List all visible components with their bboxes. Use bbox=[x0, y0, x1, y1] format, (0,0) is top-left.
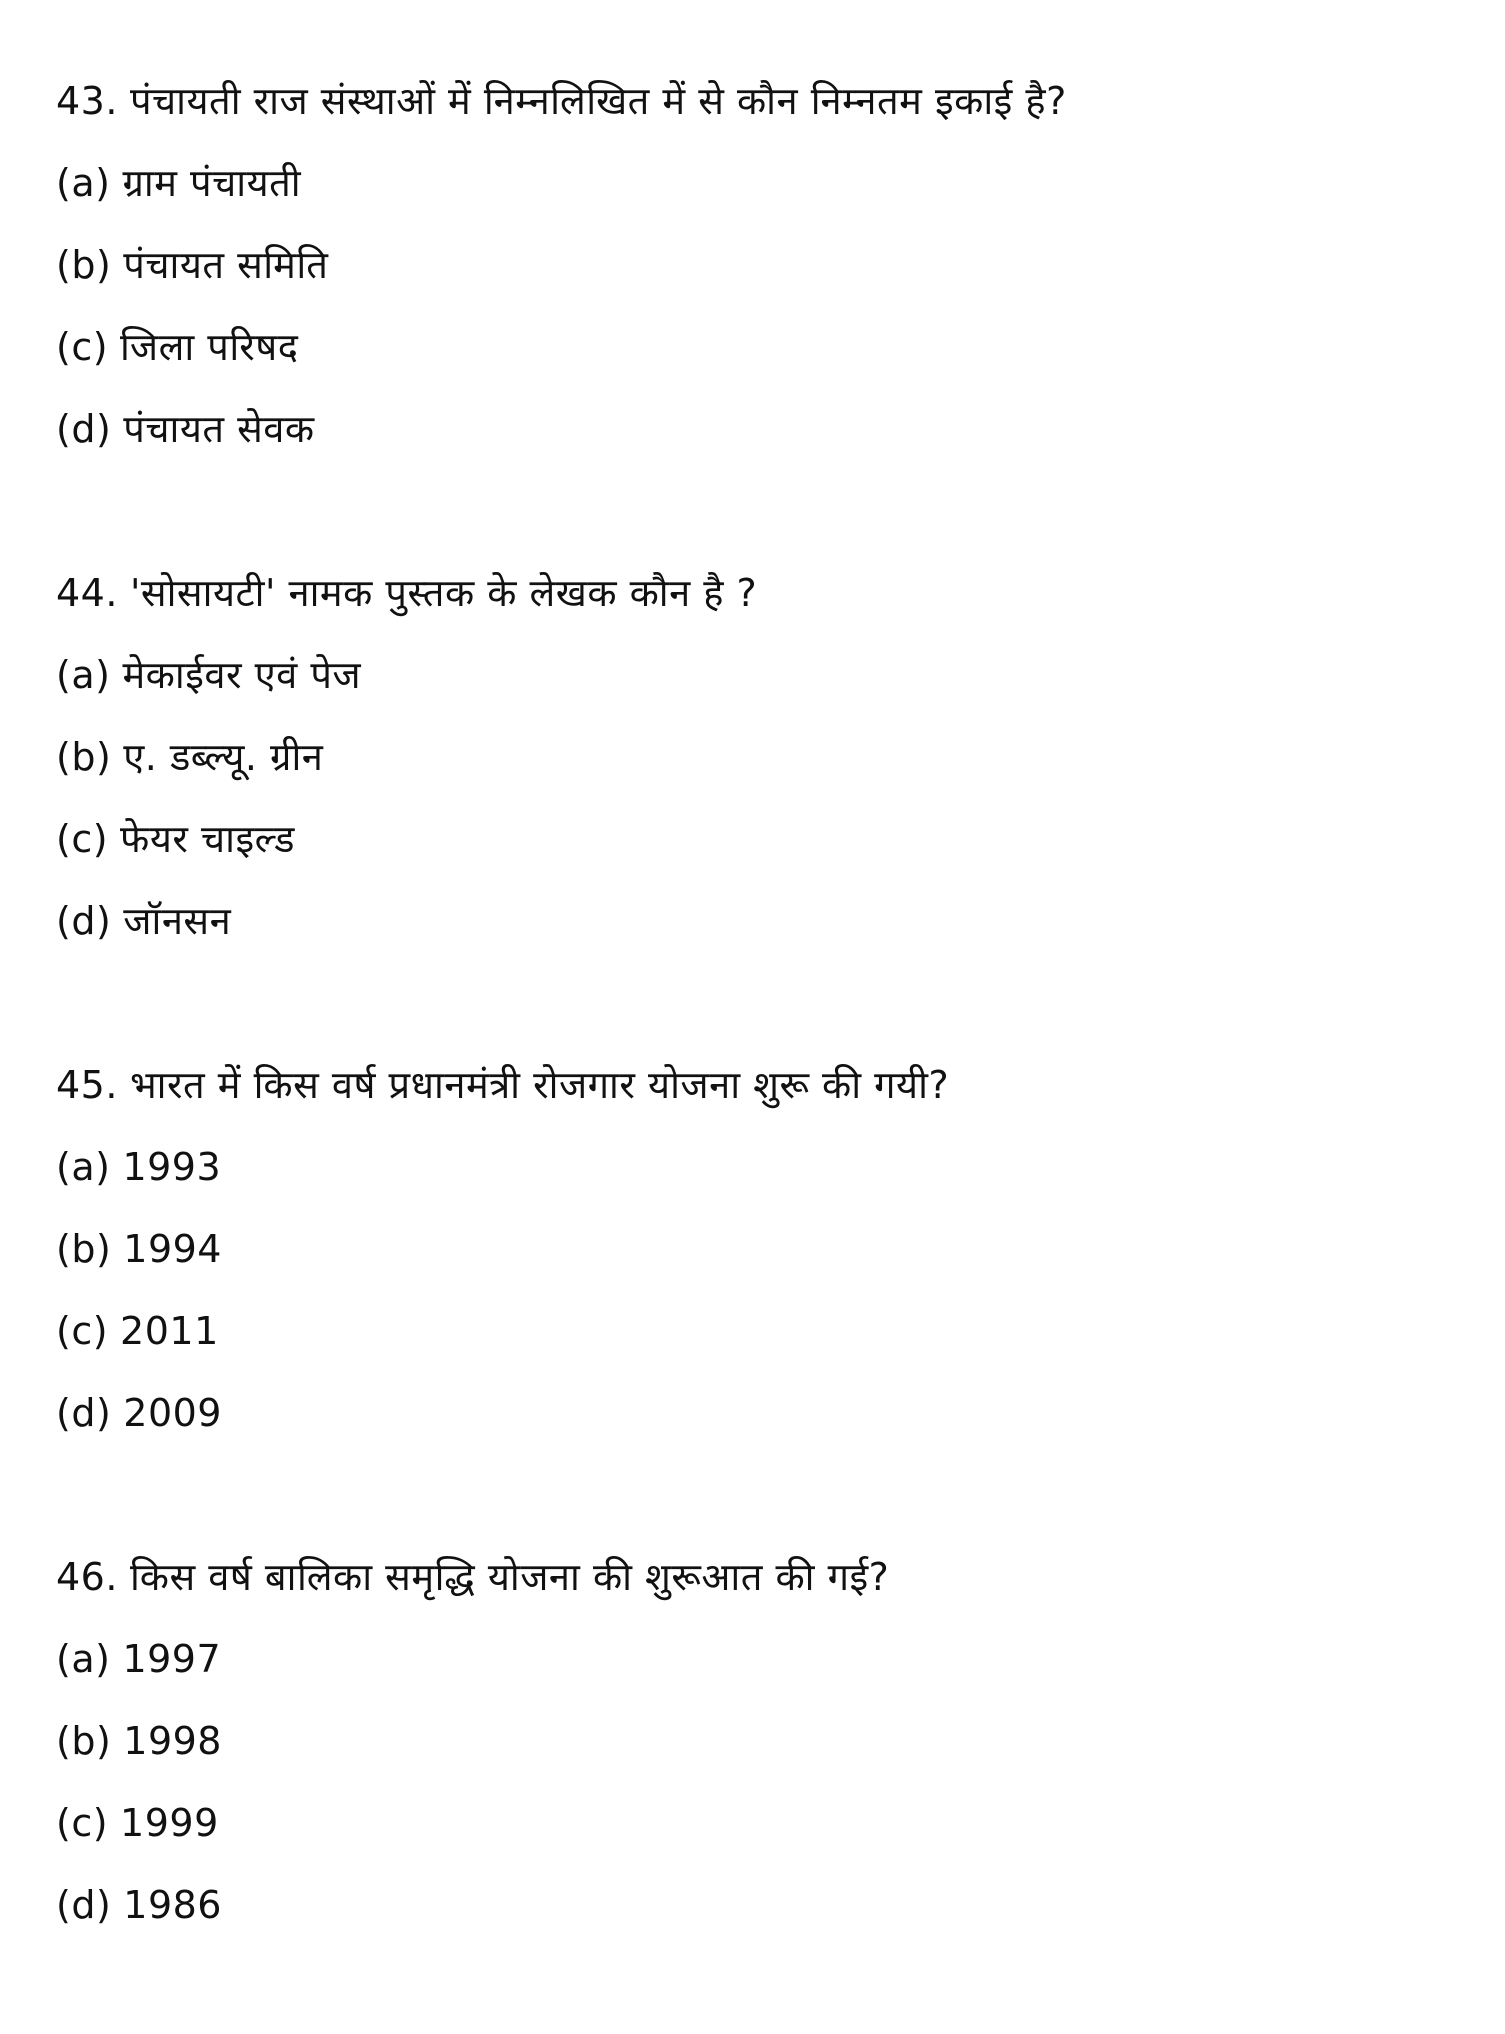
question-text: भारत में किस वर्ष प्रधानमंत्री रोजगार योजना शुरू की गयी? bbox=[129, 1063, 950, 1107]
option-text: 2009 bbox=[123, 1391, 222, 1435]
question-46 bbox=[56, 1536, 1456, 1946]
option-c bbox=[56, 798, 1456, 880]
question-page bbox=[56, 60, 1456, 1946]
option-text: जिला परिषद bbox=[120, 325, 299, 369]
option-label: (c) bbox=[56, 817, 109, 861]
option-label: (d) bbox=[56, 899, 112, 943]
option-d bbox=[56, 1864, 1456, 1946]
option-label: (b) bbox=[56, 1719, 112, 1763]
option-label: (a) bbox=[56, 1637, 111, 1681]
question-44 bbox=[56, 552, 1456, 962]
question-line bbox=[56, 552, 1456, 634]
question-number: 46. bbox=[56, 1555, 118, 1599]
option-b bbox=[56, 224, 1456, 306]
option-label: (d) bbox=[56, 407, 112, 451]
option-label: (b) bbox=[56, 243, 112, 287]
option-label: (d) bbox=[56, 1883, 112, 1927]
option-text: ए. डब्ल्यू. ग्रीन bbox=[123, 735, 324, 779]
question-number: 45. bbox=[56, 1063, 118, 1107]
option-text: पंचायत समिति bbox=[123, 243, 329, 287]
option-text: ग्राम पंचायती bbox=[122, 161, 302, 205]
question-text: पंचायती राज संस्थाओं में निम्नलिखित में से कौन निम्नतम इकाई है? bbox=[129, 79, 1067, 123]
option-c bbox=[56, 1782, 1456, 1864]
option-a bbox=[56, 634, 1456, 716]
option-text: 1994 bbox=[123, 1227, 222, 1271]
option-c bbox=[56, 306, 1456, 388]
option-text: 1998 bbox=[123, 1719, 222, 1763]
option-d bbox=[56, 388, 1456, 470]
option-b bbox=[56, 716, 1456, 798]
option-text: 2011 bbox=[120, 1309, 219, 1353]
option-text: जॉनसन bbox=[123, 899, 232, 943]
option-label: (a) bbox=[56, 161, 111, 205]
question-43 bbox=[56, 60, 1456, 470]
option-a bbox=[56, 1618, 1456, 1700]
option-text: पंचायत सेवक bbox=[123, 407, 315, 451]
option-text: फेयर चाइल्ड bbox=[120, 817, 295, 861]
option-text: मेकाईवर एवं पेज bbox=[122, 653, 362, 697]
question-line bbox=[56, 1536, 1456, 1618]
question-text: 'सोसायटी' नामक पुस्तक के लेखक कौन है ? bbox=[129, 571, 758, 615]
question-line bbox=[56, 60, 1456, 142]
option-b bbox=[56, 1700, 1456, 1782]
option-label: (a) bbox=[56, 1145, 111, 1189]
option-text: 1993 bbox=[122, 1145, 222, 1189]
option-label: (a) bbox=[56, 653, 111, 697]
question-text: किस वर्ष बालिका समृद्धि योजना की शुरूआत की गई? bbox=[129, 1555, 890, 1599]
question-line bbox=[56, 1044, 1456, 1126]
question-45 bbox=[56, 1044, 1456, 1454]
option-b bbox=[56, 1208, 1456, 1290]
question-number: 44. bbox=[56, 571, 118, 615]
option-c bbox=[56, 1290, 1456, 1372]
option-text: 1997 bbox=[122, 1637, 222, 1681]
question-number: 43. bbox=[56, 79, 118, 123]
option-text: 1986 bbox=[123, 1883, 222, 1927]
option-d bbox=[56, 880, 1456, 962]
option-a bbox=[56, 1126, 1456, 1208]
option-label: (b) bbox=[56, 1227, 112, 1271]
option-a bbox=[56, 142, 1456, 224]
option-d bbox=[56, 1372, 1456, 1454]
option-label: (d) bbox=[56, 1391, 112, 1435]
option-text: 1999 bbox=[120, 1801, 219, 1845]
option-label: (c) bbox=[56, 1309, 109, 1353]
option-label: (c) bbox=[56, 325, 109, 369]
option-label: (c) bbox=[56, 1801, 109, 1845]
option-label: (b) bbox=[56, 735, 112, 779]
